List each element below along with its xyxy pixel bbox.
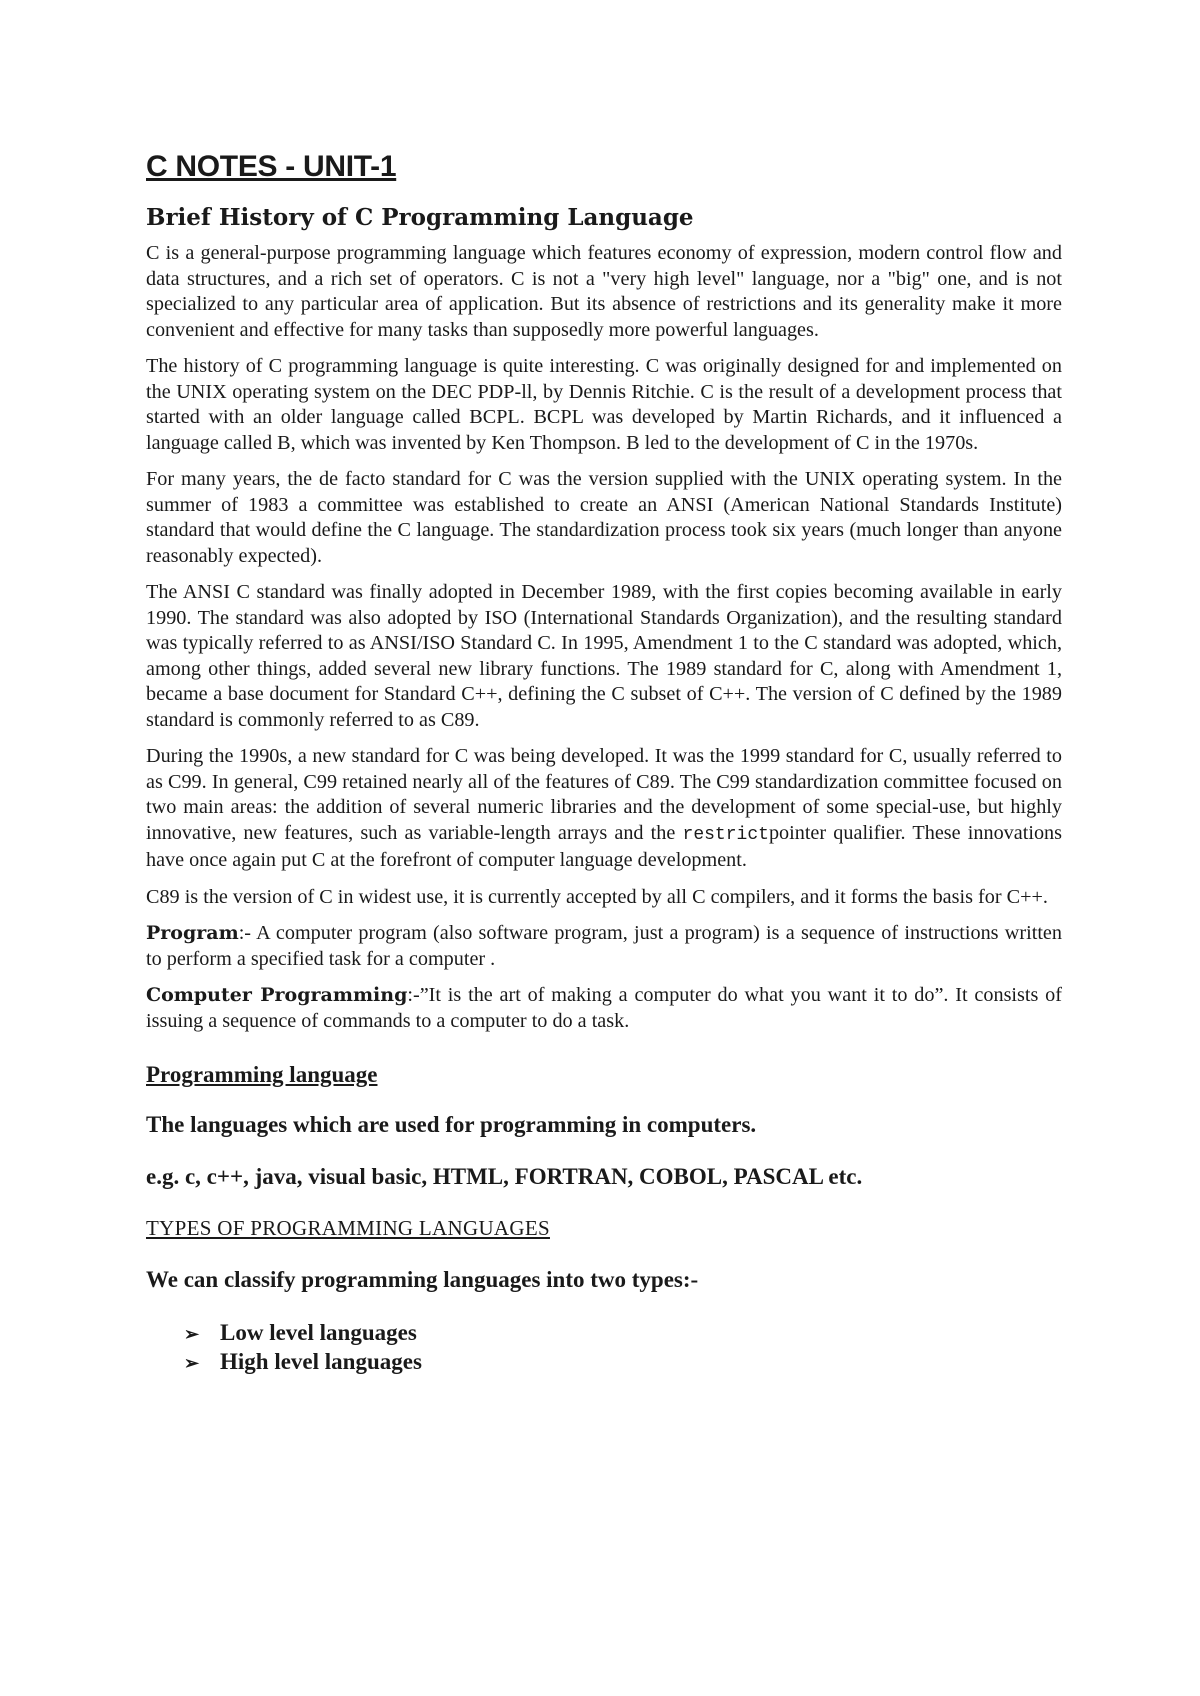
history-paragraph-4: The ANSI C standard was finally adopted in December 1989, with the first copies becoming available in early 1990. The standard was also adopted by ISO (International Standards Organization), and the resulting standard was typically referred to as ANSI/ISO Standard C. In 1995, Amendment 1 to the C standard was adopted, which, among other things, added several new library functions. The 1989 standard for C, along with Amendment 1, became a base document for Standard C++, defining the C subset of C++. The version of C defined by the 1989 standard is commonly referred to as C89. xyxy=(146,581,1062,731)
history-paragraph-1: C is a general-purpose programming language which features economy of expression, modern control flow and data structures, and a rich set of operators. C is not a "very high level" language, nor a "big" one, and is not specialized to any particular area of application. But its absence of restrictions and its generality make it more convenient and effective for many tasks than supposedly more powerful languages. xyxy=(146,242,1062,341)
section-heading-history: Brief History of C Programming Language xyxy=(146,204,694,231)
list-item xyxy=(184,1348,1062,1377)
history-paragraph-2: The history of C programming language is quite interesting. C was originally designed for and implemented on the UNIX operating system on the DEC PDP-ll, by Dennis Ritchie. C is the result of a development process that started with an older language called BCPL. BCPL was developed by Martin Richards, and it influenced a language called B, which was invented by Ken Thompson. B led to the development of C in the 1970s. xyxy=(146,355,1062,454)
computer-programming-term: Computer Programming xyxy=(146,984,408,1006)
classify-line: We can classify programming languages into two types:- xyxy=(146,1267,699,1292)
c99-text-before: During the 1990s, a new standard for C was being developed. It was the 1999 standard for C, usually referred to as C99. In general, C99 retained nearly all of the features of C89. The C99 standardization committee focused on two main areas: the addition of several numeric libraries and the development of some special-use, but highly innovative, new features, such as variable-length arrays and the xyxy=(146,745,1062,844)
document-title: C NOTES - UNIT-1 xyxy=(146,150,397,183)
document-page xyxy=(146,150,1062,1377)
restrict-keyword: restrict xyxy=(682,824,769,845)
computer-programming-definition-text: :-”It is the art of making a computer do what you want it to do”. It consists of issuing a sequence of commands to a computer to do a task. xyxy=(146,984,1062,1032)
programming-language-definition: The languages which are used for programming in computers. xyxy=(146,1112,757,1137)
c89-paragraph: C89 is the version of C in widest use, it is currently accepted by all C compilers, and it forms the basis for C++. xyxy=(146,885,1048,908)
language-examples: e.g. c, c++, java, visual basic, HTML, FORTRAN, COBOL, PASCAL etc. xyxy=(146,1164,863,1189)
arrowhead-bullet-icon: ➢ xyxy=(184,1353,200,1373)
program-definition xyxy=(146,921,1062,972)
programming-language-heading: Programming language xyxy=(146,1062,378,1087)
types-list xyxy=(184,1319,1062,1377)
c99-text-after: pointer qualifier. These innovations have once again put C at the forefront of computer language development. xyxy=(146,821,1062,871)
computer-programming-definition xyxy=(146,983,1062,1034)
list-item xyxy=(184,1319,1062,1348)
arrowhead-bullet-icon: ➢ xyxy=(184,1324,200,1344)
program-definition-text: :- A computer program (also software program, just a program) is a sequence of instructions written to perform a specified task for a computer . xyxy=(146,922,1062,970)
c99-paragraph xyxy=(146,744,1062,874)
types-heading: TYPES OF PROGRAMMING LANGUAGES xyxy=(146,1216,550,1240)
list-item-label: Low level languages xyxy=(220,1320,417,1345)
history-paragraph-3: For many years, the de facto standard for C was the version supplied with the UNIX operating system. In the summer of 1983 a committee was established to create an ANSI (American National Standards Institute) standard that would define the C language. The standardization process took six years (much longer than anyone reasonably expected). xyxy=(146,468,1062,567)
list-item-label: High level languages xyxy=(220,1349,422,1374)
program-term: Program xyxy=(146,922,239,944)
